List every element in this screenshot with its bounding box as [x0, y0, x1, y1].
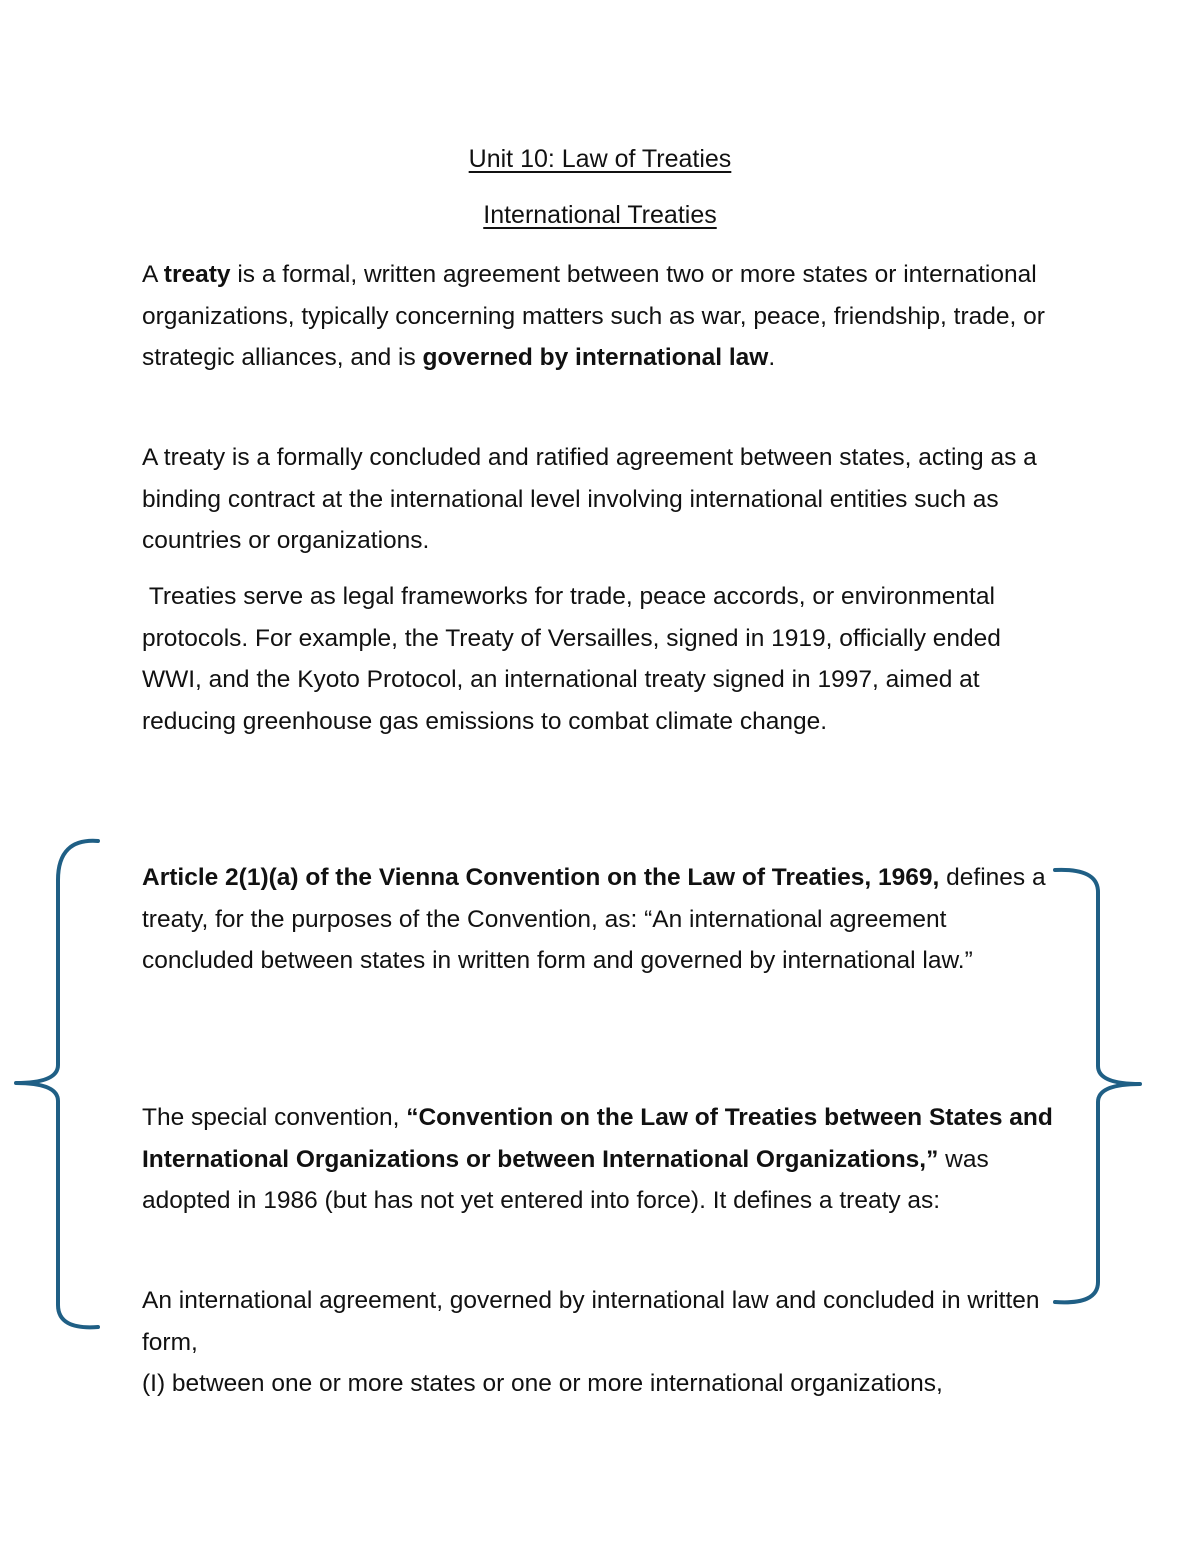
right-brace-icon	[1055, 870, 1140, 1303]
paragraph-clause-i: (I) between one or more states or one or more international organizations,	[142, 1370, 943, 1397]
paragraph-treaty-ratified: A treaty is a formally concluded and ratified agreement between states, acting as a binding contract at the international level involving international entities such as countries or organizations.	[142, 444, 1037, 554]
paragraph-agreement-definition: An international agreement, governed by international law and concluded in written form,	[142, 1287, 1040, 1356]
p1-text-c: is a formal, written agreement between two or more states or international organizations, typically concerning matters such as war, peace, friendship, trade, or strategic alliances, and is	[142, 261, 1045, 371]
p1-bold-governed: governed by international law	[422, 344, 769, 371]
p1-bold-treaty: treaty	[163, 261, 231, 288]
document-title: Unit 10: Law of Treaties	[468, 145, 732, 173]
p5-bold-convention: “Convention on the Law of Treaties between States and International Organizations or between International Organizations,”	[142, 1104, 1053, 1173]
p4-text-rest: defines a treaty, for the purposes of the Convention, as: “An international agreement concluded between states in written form and governed by international law.”	[142, 864, 1046, 974]
left-brace-icon	[16, 841, 98, 1328]
document-subtitle: International Treaties	[483, 201, 717, 229]
p1-text-e: .	[768, 344, 776, 371]
p5-text-a: The special convention,	[142, 1104, 407, 1131]
p4-bold-article: Article 2(1)(a) of the Vienna Convention on the Law of Treaties, 1969,	[142, 864, 940, 891]
paragraph-treaty-examples: Treaties serve as legal frameworks for trade, peace accords, or environmental protocols. For example, the Treaty of Versailles, signed in 1919, officially ended WWI, and the Kyoto Protocol, an international treaty signed in 1997, aimed at reducing greenhouse gas emissions to combat climate change.	[142, 583, 1008, 735]
p1-text-a: A	[142, 261, 164, 288]
p5-text-rest: was adopted in 1986 (but has not yet entered into force). It defines a treaty as:	[142, 1145, 989, 1214]
